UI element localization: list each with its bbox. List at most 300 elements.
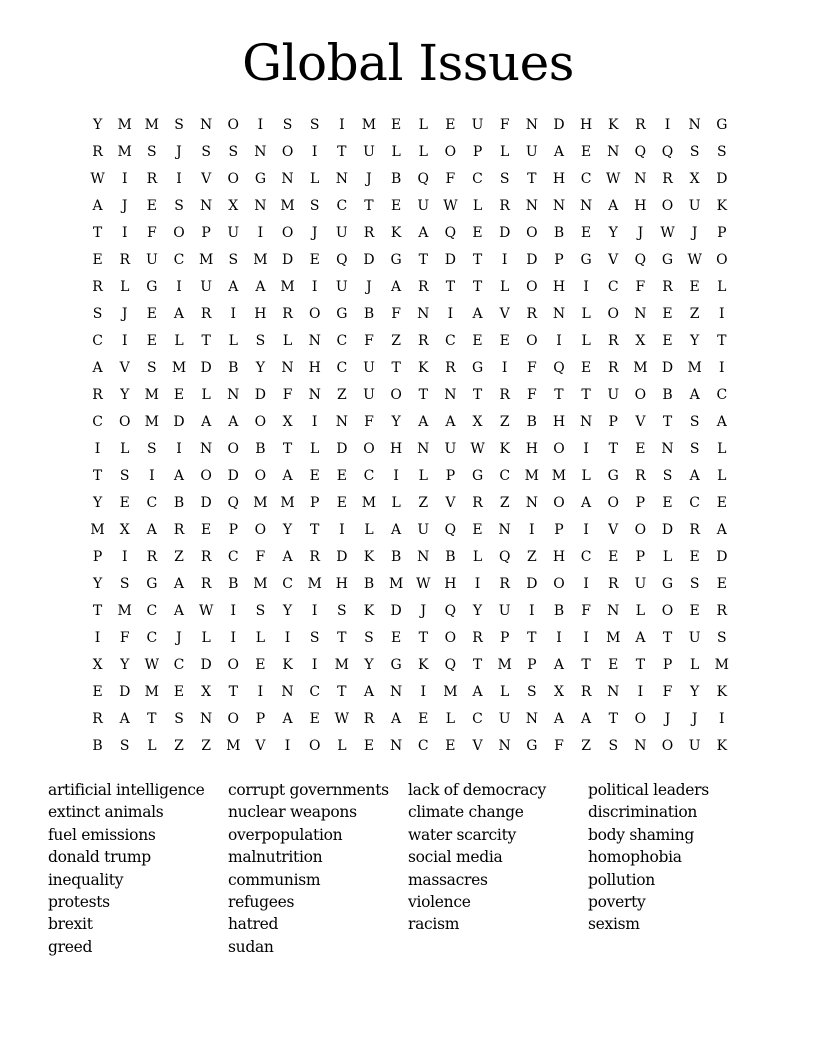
grid-letter[interactable]: V — [608, 522, 619, 538]
grid-letter[interactable]: D — [661, 360, 674, 376]
grid-letter[interactable]: T — [445, 279, 456, 295]
grid-letter[interactable]: P — [608, 414, 618, 430]
grid-letter[interactable]: N — [688, 117, 701, 133]
grid-letter[interactable]: I — [311, 414, 318, 430]
grid-letter[interactable]: I — [583, 522, 589, 538]
grid-letter[interactable]: Q — [444, 225, 457, 241]
grid-letter[interactable]: P — [527, 657, 537, 673]
grid-letter[interactable]: L — [120, 279, 130, 295]
grid-letter[interactable]: J — [691, 711, 698, 727]
grid-letter[interactable]: C — [472, 171, 483, 187]
grid-letter[interactable]: O — [661, 198, 674, 214]
grid-letter[interactable]: A — [445, 414, 456, 430]
grid-letter[interactable]: I — [529, 522, 535, 538]
grid-letter[interactable]: M — [117, 117, 132, 133]
grid-letter[interactable]: L — [581, 333, 591, 349]
grid-letter[interactable]: I — [121, 171, 128, 187]
grid-letter[interactable]: C — [146, 630, 158, 646]
grid-letter[interactable]: C — [336, 198, 348, 214]
grid-letter[interactable]: H — [254, 306, 267, 322]
grid-letter[interactable]: O — [308, 738, 321, 754]
grid-letter[interactable]: N — [525, 117, 538, 133]
grid-letter[interactable]: A — [716, 522, 727, 538]
grid-letter[interactable]: A — [173, 306, 185, 322]
grid-letter[interactable]: A — [119, 711, 130, 727]
grid-letter[interactable]: F — [282, 387, 293, 403]
grid-letter[interactable]: U — [335, 279, 348, 295]
grid-letter[interactable]: S — [201, 144, 211, 160]
grid-letter[interactable]: X — [92, 657, 103, 673]
grid-letter[interactable]: A — [581, 711, 592, 727]
grid-letter[interactable]: B — [390, 171, 402, 187]
grid-letter[interactable]: R — [716, 603, 728, 619]
grid-letter[interactable]: L — [690, 657, 700, 673]
grid-letter[interactable]: U — [444, 441, 457, 457]
grid-letter[interactable]: N — [200, 441, 213, 457]
grid-letter[interactable]: E — [309, 252, 320, 268]
grid-letter[interactable]: H — [552, 549, 566, 565]
grid-letter[interactable]: L — [662, 549, 673, 565]
grid-letter[interactable]: S — [174, 198, 184, 214]
grid-letter[interactable]: A — [92, 360, 103, 376]
grid-letter[interactable]: D — [499, 225, 511, 241]
grid-letter[interactable]: S — [309, 198, 320, 214]
grid-letter[interactable]: T — [337, 684, 347, 700]
grid-letter[interactable]: R — [689, 522, 700, 538]
grid-letter[interactable]: N — [254, 198, 267, 214]
grid-letter[interactable]: C — [146, 603, 158, 619]
grid-letter[interactable]: T — [662, 414, 673, 430]
grid-letter[interactable]: T — [92, 603, 103, 619]
grid-letter[interactable]: E — [146, 333, 157, 349]
grid-letter[interactable]: L — [717, 441, 727, 457]
grid-letter[interactable]: E — [391, 630, 402, 646]
grid-letter[interactable]: E — [689, 549, 700, 565]
grid-letter[interactable]: P — [499, 630, 510, 646]
grid-letter[interactable]: R — [472, 495, 483, 511]
grid-letter[interactable]: I — [583, 630, 589, 646]
grid-letter[interactable]: Y — [92, 576, 103, 592]
grid-letter[interactable]: W — [334, 711, 350, 727]
grid-letter[interactable]: N — [417, 306, 430, 322]
grid-letter[interactable]: J — [176, 144, 182, 160]
grid-letter[interactable]: F — [364, 333, 374, 349]
grid-letter[interactable]: N — [579, 414, 593, 430]
grid-letter[interactable]: F — [445, 171, 456, 187]
grid-letter[interactable]: N — [634, 171, 647, 187]
grid-letter[interactable]: R — [662, 171, 673, 187]
grid-letter[interactable]: E — [92, 684, 103, 700]
grid-letter[interactable]: N — [607, 603, 620, 619]
grid-letter[interactable]: I — [393, 468, 399, 484]
grid-letter[interactable]: I — [501, 252, 508, 268]
grid-letter[interactable]: N — [281, 171, 294, 187]
grid-letter[interactable]: A — [173, 468, 185, 484]
grid-letter[interactable]: K — [418, 657, 429, 673]
grid-letter[interactable]: T — [418, 630, 428, 646]
grid-letter[interactable]: E — [580, 144, 592, 160]
grid-letter[interactable]: I — [664, 117, 671, 133]
grid-letter[interactable]: E — [499, 333, 510, 349]
grid-letter[interactable]: O — [227, 657, 240, 673]
grid-letter[interactable]: G — [254, 171, 266, 187]
grid-letter[interactable]: I — [447, 306, 454, 322]
grid-letter[interactable]: L — [418, 117, 428, 133]
grid-letter[interactable]: P — [201, 225, 211, 241]
grid-letter[interactable]: A — [689, 387, 700, 403]
grid-letter[interactable]: Q — [553, 360, 565, 376]
grid-letter[interactable]: S — [228, 252, 239, 268]
grid-letter[interactable]: E — [662, 333, 673, 349]
grid-letter[interactable]: S — [717, 630, 727, 646]
grid-letter[interactable]: E — [716, 495, 727, 511]
grid-letter[interactable]: K — [716, 684, 728, 700]
grid-letter[interactable]: S — [689, 441, 700, 457]
grid-letter[interactable]: Y — [120, 657, 130, 673]
grid-letter[interactable]: O — [254, 468, 267, 484]
grid-letter[interactable]: L — [717, 468, 727, 484]
grid-letter[interactable]: I — [176, 279, 182, 295]
grid-letter[interactable]: E — [445, 117, 456, 133]
grid-letter[interactable]: B — [363, 306, 375, 322]
grid-letter[interactable]: P — [554, 522, 564, 538]
grid-letter[interactable]: A — [173, 576, 185, 592]
grid-letter[interactable]: I — [311, 657, 318, 673]
grid-letter[interactable]: K — [363, 603, 375, 619]
grid-letter[interactable]: E — [173, 684, 185, 700]
grid-letter[interactable]: F — [364, 414, 374, 430]
grid-letter[interactable]: S — [689, 414, 700, 430]
grid-letter[interactable]: Q — [444, 522, 457, 538]
grid-letter[interactable]: U — [335, 225, 348, 241]
grid-letter[interactable]: H — [390, 441, 403, 457]
grid-letter[interactable]: N — [661, 441, 674, 457]
grid-letter[interactable]: F — [391, 306, 401, 322]
grid-letter[interactable]: B — [662, 387, 673, 403]
grid-letter[interactable]: N — [417, 441, 430, 457]
grid-letter[interactable]: C — [689, 495, 701, 511]
grid-letter[interactable]: A — [228, 279, 239, 295]
grid-letter[interactable]: C — [227, 549, 239, 565]
grid-letter[interactable]: O — [634, 387, 647, 403]
grid-letter[interactable]: O — [227, 441, 240, 457]
grid-letter[interactable]: R — [607, 360, 619, 376]
grid-letter[interactable]: U — [417, 198, 430, 214]
grid-letter[interactable]: M — [361, 495, 377, 511]
grid-letter[interactable]: N — [525, 495, 538, 511]
grid-letter[interactable]: S — [255, 603, 266, 619]
grid-letter[interactable]: S — [147, 144, 157, 160]
grid-letter[interactable]: G — [607, 468, 619, 484]
grid-letter[interactable]: M — [388, 576, 404, 592]
grid-letter[interactable]: P — [472, 144, 483, 160]
grid-letter[interactable]: E — [391, 117, 402, 133]
grid-letter[interactable]: D — [173, 414, 185, 430]
grid-letter[interactable]: Z — [499, 414, 510, 430]
grid-letter[interactable]: B — [553, 225, 565, 241]
grid-letter[interactable]: D — [200, 360, 212, 376]
grid-letter[interactable]: X — [553, 684, 564, 700]
grid-letter[interactable]: H — [579, 117, 593, 133]
grid-letter[interactable]: E — [635, 441, 646, 457]
grid-letter[interactable]: C — [336, 333, 348, 349]
grid-letter[interactable]: I — [339, 117, 345, 133]
grid-letter[interactable]: X — [228, 198, 239, 214]
grid-letter[interactable]: V — [445, 495, 456, 511]
grid-letter[interactable]: S — [228, 144, 239, 160]
grid-letter[interactable]: I — [94, 630, 101, 646]
grid-letter[interactable]: H — [634, 198, 647, 214]
grid-letter[interactable]: A — [553, 144, 565, 160]
grid-letter[interactable]: W — [144, 657, 160, 673]
grid-letter[interactable]: R — [662, 279, 673, 295]
grid-letter[interactable]: F — [554, 738, 564, 754]
grid-letter[interactable]: O — [716, 252, 728, 268]
grid-letter[interactable]: R — [607, 576, 619, 592]
grid-letter[interactable]: A — [581, 495, 592, 511]
grid-letter[interactable]: O — [607, 306, 619, 322]
grid-letter[interactable]: A — [418, 225, 429, 241]
grid-letter[interactable]: P — [255, 711, 266, 727]
grid-letter[interactable]: V — [119, 360, 130, 376]
grid-letter[interactable]: C — [580, 549, 592, 565]
grid-letter[interactable]: R — [173, 522, 185, 538]
grid-letter[interactable]: A — [553, 657, 565, 673]
grid-letter[interactable]: S — [282, 117, 293, 133]
grid-letter[interactable]: J — [664, 711, 671, 727]
grid-letter[interactable]: W — [687, 252, 702, 268]
grid-letter[interactable]: N — [579, 198, 593, 214]
grid-letter[interactable]: Q — [444, 657, 457, 673]
grid-letter[interactable]: S — [92, 306, 103, 322]
grid-letter[interactable]: T — [635, 657, 646, 673]
grid-letter[interactable]: C — [282, 576, 293, 592]
grid-letter[interactable]: I — [719, 711, 725, 727]
grid-letter[interactable]: Z — [689, 306, 700, 322]
grid-letter[interactable]: I — [311, 144, 318, 160]
grid-letter[interactable]: E — [391, 198, 402, 214]
grid-letter[interactable]: G — [471, 468, 484, 484]
grid-letter[interactable]: J — [121, 198, 128, 214]
grid-letter[interactable]: D — [444, 252, 457, 268]
grid-letter[interactable]: I — [474, 576, 481, 592]
grid-letter[interactable]: T — [472, 387, 483, 403]
grid-letter[interactable]: R — [635, 117, 646, 133]
grid-letter[interactable]: I — [311, 603, 318, 619]
grid-letter[interactable]: E — [418, 711, 429, 727]
grid-letter[interactable]: U — [688, 630, 701, 646]
grid-letter[interactable]: I — [719, 306, 725, 322]
grid-letter[interactable]: F — [146, 225, 157, 241]
grid-letter[interactable]: B — [445, 549, 456, 565]
grid-letter[interactable]: R — [363, 711, 375, 727]
grid-letter[interactable]: O — [526, 333, 538, 349]
grid-letter[interactable]: W — [416, 576, 431, 592]
grid-letter[interactable]: S — [309, 117, 320, 133]
grid-letter[interactable]: I — [583, 441, 589, 457]
grid-letter[interactable]: O — [444, 630, 457, 646]
grid-letter[interactable]: K — [390, 225, 402, 241]
grid-letter[interactable]: I — [284, 630, 291, 646]
grid-letter[interactable]: N — [607, 684, 620, 700]
grid-letter[interactable]: N — [200, 711, 213, 727]
grid-letter[interactable]: A — [635, 630, 646, 646]
grid-letter[interactable]: A — [363, 684, 375, 700]
grid-letter[interactable]: D — [200, 495, 212, 511]
grid-letter[interactable]: B — [92, 738, 103, 754]
grid-letter[interactable]: T — [337, 144, 347, 160]
grid-letter[interactable]: C — [336, 360, 348, 376]
grid-letter[interactable]: O — [308, 306, 321, 322]
grid-letter[interactable]: B — [228, 576, 239, 592]
grid-letter[interactable]: Z — [201, 738, 211, 754]
grid-letter[interactable]: E — [309, 711, 320, 727]
grid-letter[interactable]: S — [689, 576, 700, 592]
grid-letter[interactable]: C — [309, 684, 321, 700]
grid-letter[interactable]: C — [499, 468, 511, 484]
grid-letter[interactable]: E — [608, 549, 619, 565]
grid-letter[interactable]: T — [662, 630, 673, 646]
grid-letter[interactable]: G — [390, 252, 402, 268]
grid-letter[interactable]: I — [121, 333, 128, 349]
grid-letter[interactable]: T — [337, 630, 347, 646]
grid-letter[interactable]: C — [173, 252, 185, 268]
grid-letter[interactable]: I — [529, 603, 535, 619]
grid-letter[interactable]: I — [257, 684, 264, 700]
grid-letter[interactable]: A — [173, 603, 185, 619]
grid-letter[interactable]: D — [553, 117, 565, 133]
grid-letter[interactable]: I — [257, 117, 264, 133]
grid-letter[interactable]: U — [634, 576, 647, 592]
grid-letter[interactable]: P — [717, 225, 727, 241]
grid-letter[interactable]: N — [525, 711, 538, 727]
grid-letter[interactable]: P — [635, 495, 646, 511]
grid-letter[interactable]: M — [253, 252, 268, 268]
grid-letter[interactable]: L — [581, 306, 591, 322]
grid-letter[interactable]: M — [280, 279, 295, 295]
grid-letter[interactable]: R — [499, 387, 510, 403]
grid-letter[interactable]: A — [716, 414, 727, 430]
grid-letter[interactable]: V — [472, 738, 483, 754]
grid-letter[interactable]: O — [634, 711, 647, 727]
grid-letter[interactable]: W — [90, 171, 105, 187]
grid-letter[interactable]: L — [147, 738, 157, 754]
grid-letter[interactable]: X — [119, 522, 130, 538]
grid-letter[interactable]: H — [335, 576, 348, 592]
grid-letter[interactable]: Y — [282, 522, 293, 538]
grid-letter[interactable]: Y — [92, 495, 103, 511]
grid-letter[interactable]: G — [390, 657, 402, 673]
grid-letter[interactable]: L — [391, 495, 401, 511]
grid-letter[interactable]: O — [526, 279, 538, 295]
grid-letter[interactable]: T — [608, 711, 618, 727]
grid-letter[interactable]: S — [527, 684, 537, 700]
grid-letter[interactable]: G — [661, 576, 674, 592]
grid-letter[interactable]: U — [471, 117, 484, 133]
grid-letter[interactable]: K — [716, 198, 728, 214]
grid-letter[interactable]: I — [583, 576, 589, 592]
grid-letter[interactable]: O — [526, 225, 538, 241]
grid-letter[interactable]: L — [581, 468, 591, 484]
grid-letter[interactable]: M — [171, 360, 187, 376]
grid-letter[interactable]: R — [92, 279, 103, 295]
grid-letter[interactable]: M — [280, 495, 295, 511]
grid-letter[interactable]: T — [228, 684, 238, 700]
grid-letter[interactable]: N — [525, 198, 538, 214]
grid-letter[interactable]: L — [418, 468, 428, 484]
grid-letter[interactable]: H — [552, 171, 566, 187]
grid-letter[interactable]: Z — [174, 738, 184, 754]
grid-letter[interactable]: P — [309, 495, 320, 511]
grid-letter[interactable]: H — [444, 576, 457, 592]
grid-letter[interactable]: T — [201, 333, 211, 349]
grid-letter[interactable]: D — [390, 603, 402, 619]
grid-letter[interactable]: W — [660, 225, 675, 241]
grid-letter[interactable]: K — [499, 441, 510, 457]
grid-letter[interactable]: R — [92, 144, 103, 160]
grid-letter[interactable]: E — [445, 738, 456, 754]
grid-letter[interactable]: L — [635, 603, 646, 619]
grid-letter[interactable]: F — [581, 603, 591, 619]
grid-letter[interactable]: I — [230, 603, 237, 619]
grid-letter[interactable]: A — [472, 306, 483, 322]
grid-letter[interactable]: L — [364, 522, 374, 538]
grid-letter[interactable]: I — [556, 630, 562, 646]
grid-letter[interactable]: K — [363, 549, 375, 565]
grid-letter[interactable]: R — [200, 306, 212, 322]
grid-letter[interactable]: O — [553, 441, 565, 457]
grid-letter[interactable]: U — [607, 387, 620, 403]
grid-letter[interactable]: U — [688, 198, 701, 214]
grid-letter[interactable]: N — [634, 306, 647, 322]
grid-letter[interactable]: J — [637, 225, 644, 241]
grid-letter[interactable]: Y — [472, 603, 483, 619]
grid-letter[interactable]: M — [334, 657, 349, 673]
grid-letter[interactable]: U — [363, 144, 375, 160]
grid-letter[interactable]: S — [119, 468, 130, 484]
grid-letter[interactable]: R — [119, 252, 130, 268]
grid-letter[interactable]: W — [443, 198, 458, 214]
grid-letter[interactable]: V — [255, 738, 266, 754]
grid-letter[interactable]: R — [200, 549, 212, 565]
grid-letter[interactable]: I — [583, 279, 589, 295]
grid-letter[interactable]: Y — [364, 657, 374, 673]
grid-letter[interactable]: E — [146, 306, 157, 322]
grid-letter[interactable]: N — [498, 738, 511, 754]
grid-letter[interactable]: C — [173, 657, 185, 673]
grid-letter[interactable]: O — [118, 414, 131, 430]
grid-letter[interactable]: E — [472, 333, 483, 349]
grid-letter[interactable]: I — [149, 468, 155, 484]
grid-letter[interactable]: C — [92, 333, 103, 349]
grid-letter[interactable]: R — [499, 576, 510, 592]
grid-letter[interactable]: E — [472, 522, 483, 538]
grid-letter[interactable]: Z — [336, 387, 347, 403]
grid-letter[interactable]: V — [201, 171, 212, 187]
grid-letter[interactable]: N — [389, 684, 403, 700]
grid-letter[interactable]: O — [227, 171, 240, 187]
grid-letter[interactable]: M — [198, 252, 214, 268]
grid-letter[interactable]: N — [552, 198, 566, 214]
grid-letter[interactable]: T — [581, 387, 591, 403]
grid-letter[interactable]: Y — [255, 360, 266, 376]
grid-letter[interactable]: S — [364, 630, 374, 646]
grid-letter[interactable]: L — [310, 441, 320, 457]
grid-letter[interactable]: N — [607, 144, 620, 160]
grid-letter[interactable]: U — [688, 738, 701, 754]
grid-letter[interactable]: K — [418, 360, 429, 376]
grid-letter[interactable]: F — [662, 684, 673, 700]
